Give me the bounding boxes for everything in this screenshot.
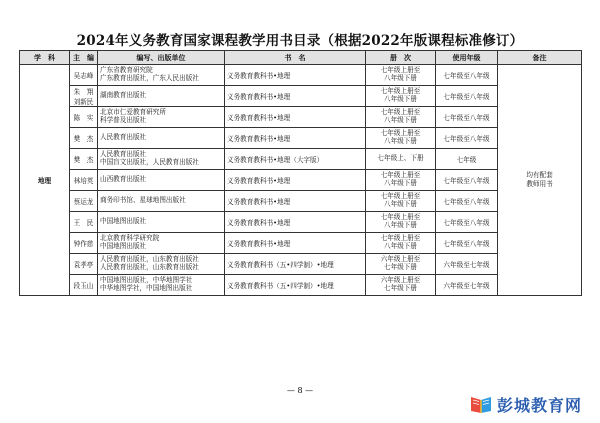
cell-line: 七年级上册至 (380, 87, 421, 96)
editor-cell (70, 191, 98, 212)
cell-line: 中国地图出版社 (100, 217, 147, 226)
grade-cell: 七年级至八年级 (436, 128, 498, 149)
book-title-cell: 义务教育教科书•地理 (225, 86, 366, 107)
grade-cell: 七年级 (436, 149, 498, 170)
book-title-cell: 义务教育教科书•地理（大字版） (225, 149, 366, 170)
volume-cell (366, 86, 436, 107)
cell-line: 段玉山 (73, 282, 94, 290)
cell-line: 八年级下册 (384, 95, 417, 103)
cell-line: 均有配套 (526, 171, 553, 180)
cell-line: 八年级下册 (384, 221, 417, 229)
cell-line: 八年级下册 (384, 74, 417, 82)
cell-line: 刘新民 (73, 98, 94, 106)
subject-cell: 地理 (20, 65, 70, 296)
table-row (20, 65, 582, 86)
cell-line: 八年级下册 (384, 179, 417, 187)
cell-line: 六年级上册至 (380, 276, 421, 285)
header-book: 书 名 (225, 51, 366, 65)
volume-cell (366, 191, 436, 212)
grade-cell: 六年级至七年级 (436, 275, 498, 296)
grade-cell: 七年级至八年级 (436, 107, 498, 128)
publisher-cell (98, 107, 225, 128)
header-publisher: 编写、出版单位 (98, 51, 225, 65)
watermark-text: 彭城教育网 (496, 396, 582, 415)
publisher-cell (98, 191, 225, 212)
volume-cell (366, 233, 436, 254)
header-volume: 册 次 (366, 51, 436, 65)
cell-line: 樊 杰 (73, 135, 94, 143)
cell-line: 七年级上册至 (380, 192, 421, 201)
book-title-cell: 义务教育教科书•地理 (225, 212, 366, 233)
volume-cell (366, 212, 436, 233)
cell-line: 八年级下册 (384, 200, 417, 208)
book-title-cell: 义务教育教科书•地理 (225, 170, 366, 191)
book-title-cell: 义务教育教科书•地理 (225, 107, 366, 128)
cell-line: 七年级上册至 (380, 234, 421, 243)
book-title-cell: 义务教育教科书•地理 (225, 233, 366, 254)
table-row (20, 86, 582, 107)
page-number: — 8 — (286, 386, 314, 395)
cell-line: 人民教育出版社 (100, 133, 147, 142)
editor-cell (70, 212, 98, 233)
volume-cell (366, 170, 436, 191)
cell-line: 七年级上册至 (380, 66, 421, 75)
cell-line: 人民教育出版社 (100, 150, 147, 159)
cell-line: 林培英 (73, 177, 94, 185)
table-row (20, 275, 582, 296)
table-row (20, 233, 582, 254)
table-row (20, 149, 582, 170)
book-title-cell: 义务教育教科书（五•四学制）•地理 (225, 275, 366, 296)
grade-cell: 七年级至八年级 (436, 212, 498, 233)
cell-line: 中国地图出版社 (100, 242, 147, 250)
publisher-cell (98, 128, 225, 149)
grade-cell: 七年级至八年级 (436, 170, 498, 191)
cell-line: 七年级上册至 (380, 213, 421, 222)
cell-line: 七年级上册至 (380, 171, 421, 180)
cell-line: 中华地图学社，中国地图出版社 (100, 284, 193, 292)
cell-line: 八年级下册 (384, 116, 417, 124)
volume-cell (366, 149, 436, 170)
publisher-cell (98, 212, 225, 233)
cell-line: 七年级下册 (384, 284, 417, 292)
cell-line: 袁孝亭 (73, 261, 94, 269)
cell-line: 教师用书 (526, 180, 553, 188)
cell-line: 七年级上册至 (380, 108, 421, 117)
cell-line: 钟作慈 (73, 240, 94, 248)
open-book-icon (469, 396, 493, 414)
cell-line: 陈 实 (73, 114, 94, 122)
cell-line: 人民教育出版社，山东教育出版社 (100, 255, 199, 264)
cell-line: 八年级下册 (384, 242, 417, 250)
cell-line: 广东省教育研究院 (100, 66, 153, 75)
volume-cell (366, 65, 436, 86)
book-title-cell: 义务教育教科书•地理 (225, 65, 366, 86)
cell-line: 吴志峰 (73, 72, 94, 80)
cell-line: 蔡运龙 (73, 198, 94, 206)
cell-line: 七年级下册 (384, 263, 417, 271)
cell-line: 人民教育出版社，山东教育出版社 (100, 263, 199, 271)
table-row (20, 212, 582, 233)
grade-cell: 七年级至八年级 (436, 191, 498, 212)
cell-line: 山西教育出版社 (100, 175, 147, 184)
editor-cell (70, 233, 98, 254)
header-subject: 学 科 (20, 51, 70, 65)
cell-line: 湖南教育出版社 (100, 91, 147, 100)
volume-cell (366, 107, 436, 128)
table-row (20, 128, 582, 149)
cell-line: 七年级上册至 (380, 129, 421, 138)
book-title-cell: 义务教育教科书（五•四学制）•地理 (225, 254, 366, 275)
header-grade: 使用年级 (436, 51, 498, 65)
cell-line: 中国盲文出版社，人民教育出版社 (100, 158, 199, 166)
publisher-cell (98, 149, 225, 170)
header-note: 备注 (498, 51, 582, 65)
cell-line: 中国地图出版社，中华地图学社 (100, 276, 193, 285)
cell-line: 北京教育科学研究院 (100, 234, 160, 243)
editor-cell (70, 254, 98, 275)
volume-cell (366, 128, 436, 149)
volume-cell (366, 275, 436, 296)
table-row (20, 254, 582, 275)
cell-line: 七年级上、下册 (377, 154, 424, 163)
editor-cell (70, 65, 98, 86)
table-row (20, 107, 582, 128)
table-header-row (20, 51, 582, 65)
editor-cell (70, 107, 98, 128)
note-cell (498, 65, 582, 296)
cell-line: 北京市仁爱教育研究所 (100, 108, 166, 117)
textbook-catalog-table (19, 50, 582, 296)
grade-cell: 七年级至八年级 (436, 86, 498, 107)
publisher-cell (98, 170, 225, 191)
cell-line: 商务印书馆、星球地图出版社 (100, 196, 186, 205)
cell-line: 朱 翔 (73, 88, 94, 96)
publisher-cell (98, 86, 225, 107)
editor-cell (70, 86, 98, 107)
book-title-cell: 义务教育教科书•地理 (225, 128, 366, 149)
cell-line: 科学普及出版社 (100, 116, 147, 124)
editor-cell (70, 275, 98, 296)
editor-cell (70, 149, 98, 170)
publisher-cell (98, 254, 225, 275)
table-row (20, 191, 582, 212)
publisher-cell (98, 233, 225, 254)
page-title: 2024年义务教育国家课程教学用书目录（根据2022年版课程标准修订） (76, 33, 524, 49)
cell-line: 六年级上册至 (380, 255, 421, 264)
site-watermark (469, 393, 582, 416)
grade-cell: 六年级至七年级 (436, 254, 498, 275)
volume-cell (366, 254, 436, 275)
editor-cell (70, 170, 98, 191)
publisher-cell (98, 65, 225, 86)
cell-line: 樊 杰 (73, 156, 94, 164)
header-editor: 主 编 (70, 51, 98, 65)
publisher-cell (98, 275, 225, 296)
table-row (20, 170, 582, 191)
cell-line: 广东教育出版社，广东人民出版社 (100, 74, 199, 82)
cell-line: 王 民 (73, 219, 94, 227)
book-title-cell: 义务教育教科书•地理 (225, 191, 366, 212)
grade-cell: 七年级至八年级 (436, 233, 498, 254)
cell-line: 八年级下册 (384, 137, 417, 145)
grade-cell: 七年级至八年级 (436, 65, 498, 86)
editor-cell (70, 128, 98, 149)
